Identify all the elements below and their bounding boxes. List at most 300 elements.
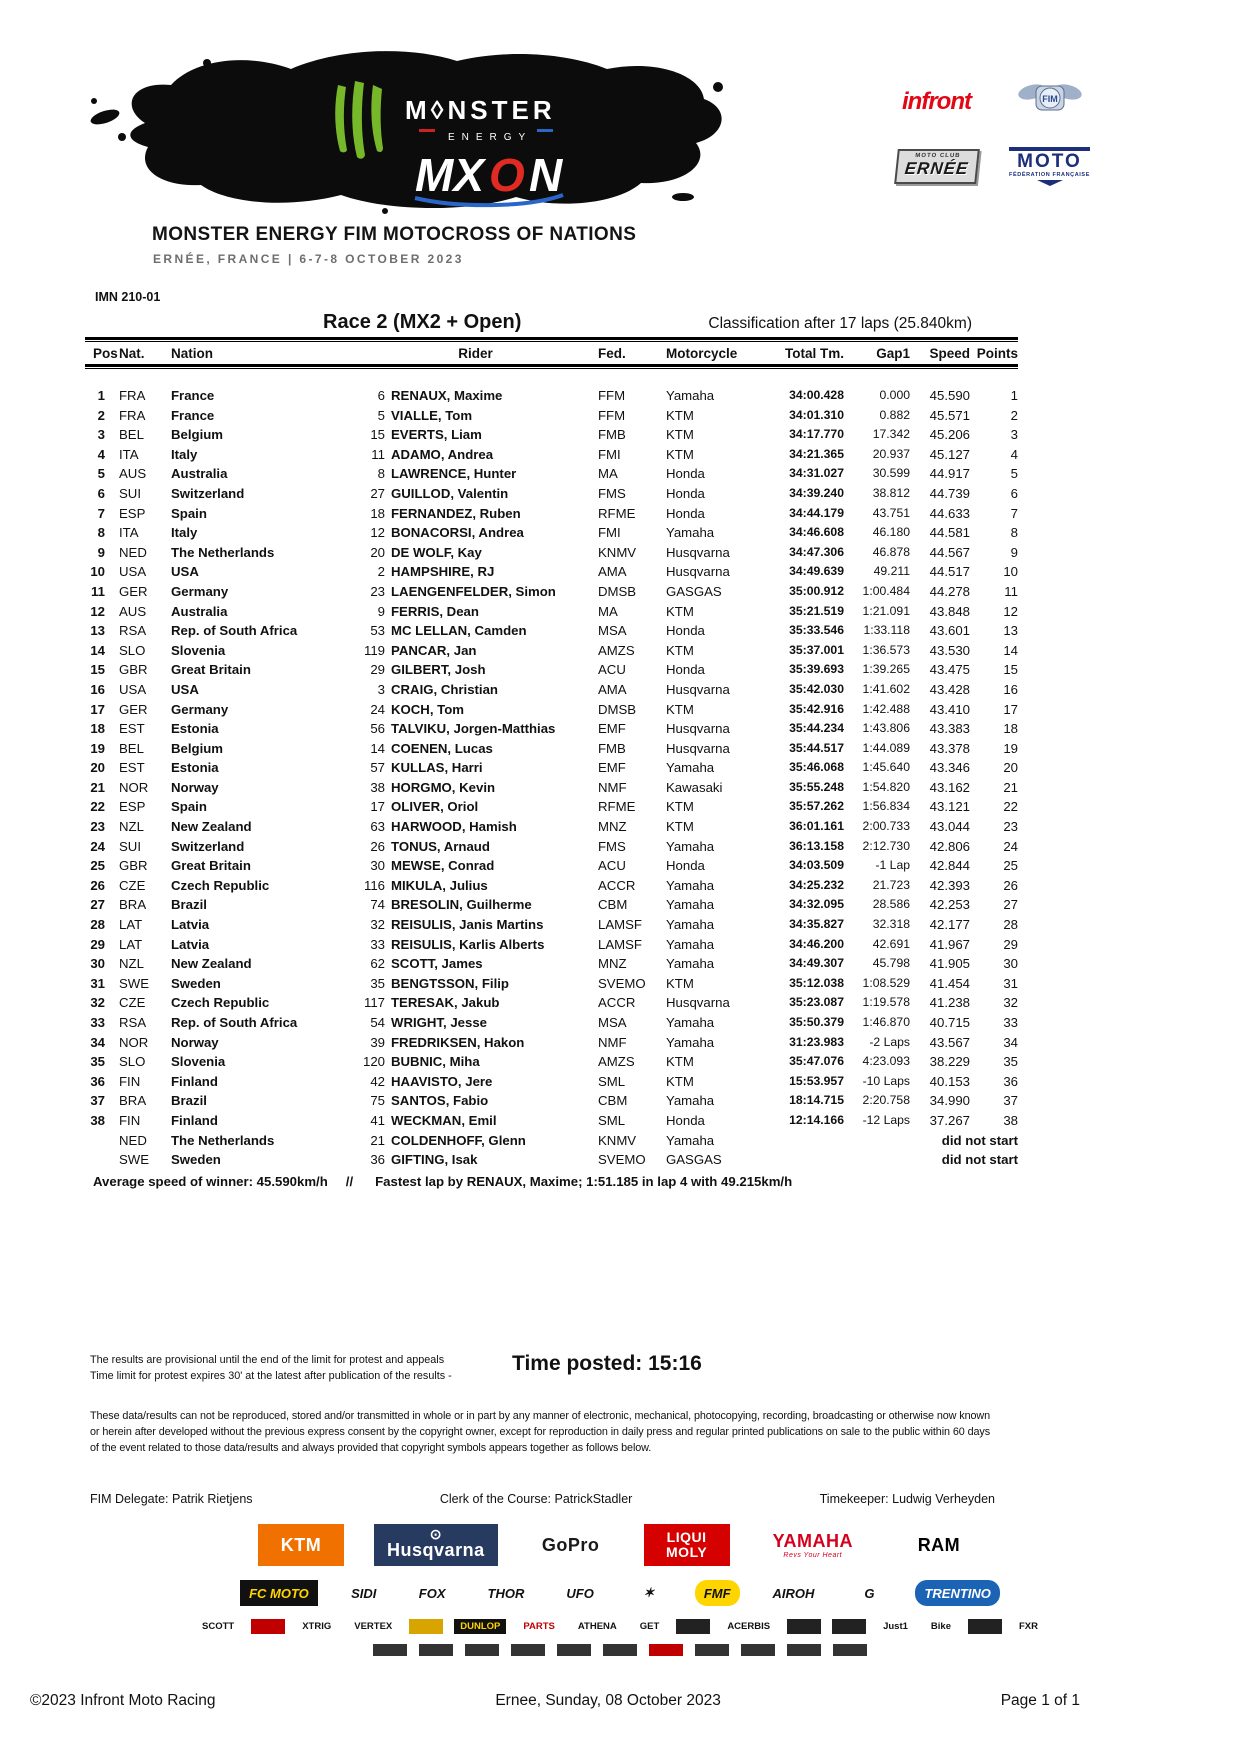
table-row	[85, 445, 1018, 465]
cell-points: 12	[1003, 603, 1018, 619]
cell-nat: FRA	[119, 407, 146, 423]
partner-logos	[893, 78, 1093, 186]
sponsor-logo	[240, 1580, 318, 1606]
cell-rider-name: MC LELLAN, Camden	[391, 623, 527, 639]
cell-nat: EST	[119, 721, 145, 737]
cell-fed: FMI	[598, 446, 621, 462]
sponsor-label: FMF	[703, 1585, 731, 1601]
cell-nation: Switzerland	[171, 838, 245, 854]
cell-fed: DMSB	[598, 701, 637, 717]
cell-speed: 40.715	[929, 1015, 970, 1030]
cell-speed: 43.601	[929, 623, 970, 639]
cell-rider-number: 117	[363, 995, 385, 1011]
cell-rider-number: 32	[370, 917, 385, 933]
cell-nat: BRA	[119, 897, 147, 913]
cell-total-time: 34:39.240	[789, 485, 844, 500]
cell-points: 24	[1003, 838, 1018, 854]
cell-rider-name: FERRIS, Dean	[391, 603, 479, 619]
table-row	[85, 425, 1018, 445]
col-speed: Speed	[929, 346, 970, 361]
cell-gap: 1:43.806	[862, 721, 910, 736]
cell-total-time: 35:37.001	[789, 642, 844, 657]
page-footer	[30, 1692, 1080, 1710]
table-row	[85, 817, 1018, 837]
cell-rider-name: HARWOOD, Hamish	[391, 819, 517, 835]
table-row	[85, 464, 1018, 484]
cell-pos: 32	[90, 995, 105, 1011]
sponsor-logo	[634, 1619, 666, 1634]
cell-points: 37	[1003, 1093, 1018, 1109]
cell-nat: AUS	[119, 603, 147, 619]
cell-gap: 21.723	[872, 877, 910, 892]
cell-rider-name: VIALLE, Tom	[391, 407, 473, 423]
cell-gap: 42.691	[872, 936, 910, 951]
cell-fed: FMS	[598, 485, 626, 501]
cell-gap	[844, 1131, 910, 1151]
cell-nation: Switzerland	[171, 485, 245, 501]
sponsor-logo	[1013, 1619, 1044, 1634]
cell-total-time: 35:00.912	[789, 583, 844, 598]
sponsor-logo	[454, 1619, 506, 1634]
cell-fed: SML	[598, 1112, 626, 1128]
cell-speed: 43.428	[929, 681, 970, 697]
table-row	[85, 915, 1018, 935]
cell-fed: EMF	[598, 760, 626, 776]
legal-text: These data/results can not be reproduced, stored and/or transmitted in whole or in part by any manner of electronic, mechanical, photocopying, recording, broadcasting or otherwise now known or herein after developed without the previous express consent by the copyright owner, except for reproduction in daily press and regular printed publications on sale to the public within 60 days of the event related to those data/results and always provided that copyright symbols appears together as follows below.	[90, 1410, 990, 1455]
cell-fed: FFM	[598, 388, 626, 403]
cell-status: did not start	[941, 1132, 1018, 1148]
cell-gap: 2:12.730	[862, 838, 910, 853]
cell-speed: 43.378	[929, 740, 970, 756]
table-row	[85, 523, 1018, 543]
cell-fed: LAMSF	[598, 936, 642, 952]
cell-fed: CBM	[598, 897, 628, 913]
cell-gap: 1:54.820	[862, 779, 910, 794]
clerk-of-course: Clerk of the Course: PatrickStadler	[439, 1492, 633, 1506]
cell-nat: NED	[119, 1132, 147, 1148]
cell-speed: 37.267	[929, 1112, 970, 1128]
sponsor-logo	[373, 1644, 407, 1656]
fim-delegate: FIM Delegate: Patrik Rietjens	[90, 1492, 253, 1506]
cell-speed: 34.990	[929, 1093, 970, 1109]
sponsor-logo	[764, 1580, 824, 1606]
cell-gap: 1:36.573	[862, 642, 910, 657]
mxon-o: O	[489, 149, 525, 201]
cell-speed: 41.967	[929, 936, 970, 952]
cell-total-time: 35:57.262	[789, 799, 844, 814]
cell-nation: Great Britain	[171, 662, 251, 678]
cell-nat: GER	[119, 583, 148, 599]
infront-logo: infront	[902, 87, 971, 115]
cell-total-time: 31:23.983	[789, 1034, 844, 1049]
page-number: Page 1 of 1	[1000, 1692, 1080, 1709]
cell-total-time: 35:44.517	[789, 740, 844, 755]
cell-rider-name: COLDENHOFF, Glenn	[391, 1132, 526, 1148]
cell-pos: 33	[90, 1015, 105, 1030]
cell-points: 33	[1003, 1015, 1018, 1030]
cell-speed: 43.346	[929, 760, 970, 776]
cell-gap: 1:41.602	[862, 681, 910, 696]
cell-gap: 4:23.093	[862, 1054, 910, 1069]
cell-rider-name: WRIGHT, Jesse	[391, 1015, 488, 1030]
cell-rider-name: FREDRIKSEN, Hakon	[391, 1034, 525, 1050]
table-row	[85, 1052, 1018, 1072]
cell-nation: France	[171, 407, 215, 423]
cell-rider-number: 53	[370, 623, 385, 639]
cell-total-time: 35:50.379	[789, 1015, 844, 1029]
sponsor-logo	[649, 1644, 683, 1656]
cell-rider-number: 21	[370, 1132, 385, 1148]
cell-rider-name: RENAUX, Maxime	[391, 388, 503, 403]
sponsor-logo	[627, 1580, 671, 1606]
sponsor-row-3	[0, 1619, 1240, 1634]
sponsor-label: RAM	[917, 1534, 961, 1555]
cell-points: 13	[1003, 623, 1018, 639]
cell-motorcycle: Honda	[666, 662, 705, 678]
cell-gap: 2:20.758	[862, 1093, 910, 1108]
cell-fed: KNMV	[598, 1132, 637, 1148]
cell-points: 25	[1003, 858, 1018, 874]
cell-pos	[85, 1131, 105, 1151]
cell-nat: BEL	[119, 740, 144, 756]
cell-nat: GBR	[119, 662, 148, 678]
cell-nat: GBR	[119, 858, 148, 874]
cell-fed: NMF	[598, 1034, 627, 1050]
cell-fed: MSA	[598, 1015, 627, 1030]
cell-speed: 45.206	[929, 427, 970, 443]
cell-rider-name: PANCAR, Jan	[391, 642, 477, 658]
cell-rider-name: BENGTSSON, Filip	[391, 975, 509, 991]
sponsor-logo	[528, 1524, 614, 1566]
cell-nat: NOR	[119, 779, 149, 795]
cell-motorcycle: Yamaha	[666, 877, 715, 893]
cell-pos: 21	[90, 779, 105, 795]
cell-pos: 15	[90, 662, 105, 678]
cell-pos: 20	[90, 760, 105, 776]
table-row	[85, 406, 1018, 426]
table-row	[85, 700, 1018, 720]
cell-rider-number: 12	[370, 525, 385, 541]
table-row	[85, 484, 1018, 504]
sponsor-logo	[968, 1619, 1002, 1634]
time-posted: Time posted: 15:16	[512, 1352, 702, 1375]
cell-fed: ACCR	[598, 995, 636, 1011]
summary-separator: //	[345, 1173, 354, 1189]
cell-motorcycle: Husqvarna	[666, 995, 730, 1011]
cell-gap: -1 Lap	[875, 858, 910, 873]
fim-logo	[1018, 78, 1082, 125]
cell-rider-number: 11	[371, 446, 385, 462]
table-row	[85, 797, 1018, 817]
cell-nation: New Zealand	[171, 819, 252, 835]
sponsor-logo	[251, 1619, 285, 1634]
cell-pos: 10	[90, 564, 105, 580]
cell-total-time: 34:46.608	[789, 525, 844, 540]
cell-rider-name: TONUS, Arnaud	[391, 838, 490, 854]
cell-nat: RSA	[119, 1015, 147, 1030]
cell-points: 5	[1010, 466, 1018, 482]
cell-total-time: 34:25.232	[789, 877, 844, 892]
sponsor-logo	[258, 1524, 344, 1566]
table-row	[85, 582, 1018, 602]
sponsor-label: YAMAHA	[772, 1531, 853, 1551]
cell-pos: 28	[90, 917, 105, 933]
cell-points: 30	[1003, 956, 1018, 972]
sponsor-logo	[410, 1580, 455, 1606]
cell-gap: 1:33.118	[863, 623, 910, 638]
cell-points: 38	[1003, 1112, 1018, 1128]
cell-gap: 1:21.091	[862, 603, 910, 618]
col-points: Points	[976, 346, 1018, 361]
cell-gap: 30.599	[872, 466, 910, 481]
cell-nation: The Netherlands	[171, 544, 275, 560]
cell-gap: 1:46.870	[862, 1015, 910, 1029]
cell-points: 23	[1003, 819, 1018, 835]
sponsor-label: DUNLOP	[460, 1621, 501, 1632]
cell-nat: SUI	[119, 838, 141, 854]
monster-wordmark: M◊NSTER	[405, 95, 556, 125]
cell-total-time: 35:42.030	[789, 681, 844, 696]
table-row	[85, 562, 1018, 582]
cell-fed: MNZ	[598, 956, 627, 972]
cell-rider-number: 24	[370, 701, 385, 717]
cell-total-time: 15:53.957	[789, 1073, 844, 1088]
cell-motorcycle: Yamaha	[666, 760, 715, 776]
cell-gap: 1:08.529	[862, 975, 910, 990]
cell-nation: Great Britain	[171, 858, 251, 874]
sponsor-logo	[419, 1644, 453, 1656]
cell-total-time	[758, 1131, 844, 1151]
cell-motorcycle: KTM	[666, 446, 694, 462]
sponsor-label: Bike	[930, 1621, 951, 1632]
cell-rider-number: 3	[377, 681, 385, 697]
cell-speed: 43.475	[929, 662, 970, 678]
sponsor-label: AIROH	[772, 1585, 815, 1601]
copyright: ©2023 Infront Moto Racing	[30, 1692, 216, 1709]
cell-pos: 8	[97, 525, 105, 541]
cell-rider-name: FERNANDEZ, Ruben	[391, 505, 521, 521]
cell-points: 4	[1010, 446, 1018, 462]
cell-points: 27	[1003, 897, 1018, 913]
cell-speed: 43.162	[929, 779, 970, 795]
cell-fed: KNMV	[598, 544, 637, 560]
cell-motorcycle: GASGAS	[666, 583, 722, 599]
sponsor-logo	[603, 1644, 637, 1656]
cell-fed: ACU	[598, 662, 626, 678]
sponsor-label: G	[864, 1585, 875, 1601]
cell-nat: SUI	[119, 485, 141, 501]
cell-gap: 45.798	[872, 956, 910, 971]
cell-motorcycle: KTM	[666, 1073, 694, 1089]
cell-rider-number: 30	[370, 858, 385, 874]
cell-nat: USA	[119, 564, 147, 580]
cell-gap: 20.937	[872, 446, 910, 461]
cell-motorcycle: Yamaha	[666, 936, 715, 952]
cell-pos: 16	[90, 681, 105, 697]
cell-total-time: 34:00.428	[789, 388, 844, 402]
cell-total-time: 34:01.310	[789, 407, 844, 422]
cell-rider-number: 2	[377, 564, 385, 580]
cell-speed: 42.177	[929, 917, 970, 933]
cell-rider-number: 35	[370, 975, 385, 991]
sponsor-logo	[644, 1524, 730, 1566]
provisional-line-2: Time limit for protest expires 30' at the latest after publication of the results -	[90, 1370, 452, 1383]
cell-points: 22	[1003, 799, 1018, 815]
cell-rider-name: SCOTT, James	[391, 956, 483, 972]
sponsor-logo	[296, 1619, 337, 1634]
mxon-splash-logo	[85, 45, 735, 217]
cell-nation: Australia	[171, 466, 228, 482]
table-row	[85, 1131, 1018, 1151]
cell-gap: 1:44.089	[862, 740, 910, 755]
cell-motorcycle: Honda	[666, 1112, 705, 1128]
table-row	[85, 1111, 1018, 1131]
cell-rider-name: REISULIS, Karlis Alberts	[391, 936, 545, 952]
cell-pos: 6	[97, 485, 105, 501]
cell-motorcycle: Husqvarna	[666, 544, 730, 560]
sponsor-logo	[465, 1644, 499, 1656]
sponsor-row-1	[0, 1524, 1240, 1566]
cell-pos: 37	[90, 1093, 105, 1109]
cell-total-time: 35:33.546	[789, 623, 844, 638]
event-title: MONSTER ENERGY FIM MOTOCROSS OF NATIONS	[152, 224, 637, 245]
avg-speed: Average speed of winner: 45.590km/h	[93, 1173, 328, 1189]
cell-fed: FMB	[598, 427, 626, 443]
table-row	[85, 974, 1018, 994]
cell-gap: 0.000	[879, 388, 910, 402]
cell-nat: SLO	[119, 1054, 146, 1070]
cell-points: 8	[1010, 525, 1018, 541]
cell-nat: ESP	[119, 799, 146, 815]
cell-nation: The Netherlands	[171, 1132, 275, 1148]
race-title: Race 2 (MX2 + Open)	[323, 311, 522, 333]
table-row	[85, 993, 1018, 1013]
cell-pos: 18	[90, 721, 105, 737]
cell-nation: Belgium	[171, 740, 224, 756]
col-pos: Pos	[93, 346, 118, 361]
cell-motorcycle: Honda	[666, 466, 705, 482]
cell-rider-number: 26	[370, 838, 385, 854]
sponsor-label: ACERBIS	[727, 1621, 771, 1632]
table-row	[85, 778, 1018, 798]
cell-fed: MSA	[598, 623, 627, 639]
cell-nation: Latvia	[171, 917, 210, 933]
cell-nation: Estonia	[171, 760, 219, 776]
col-fed: Fed.	[598, 346, 626, 361]
cell-rider-name: ADAMO, Andrea	[391, 446, 494, 462]
table-row	[85, 837, 1018, 857]
cell-pos: 38	[90, 1112, 105, 1128]
table-row	[85, 758, 1018, 778]
table-row	[85, 621, 1018, 641]
cell-speed: 43.567	[929, 1034, 970, 1050]
cell-fed: ACCR	[598, 877, 636, 893]
sponsor-label: GoPro	[541, 1534, 600, 1555]
cell-speed: 38.229	[929, 1054, 970, 1070]
cell-rider-name: KOCH, Tom	[391, 701, 465, 717]
timekeeper: Timekeeper: Ludwig Verheyden	[819, 1492, 995, 1506]
results-section	[85, 311, 1018, 1189]
cell-gap: 49.211	[873, 564, 910, 579]
cell-gap: 1:42.488	[862, 701, 910, 716]
cell-total-time: 34:17.770	[789, 427, 844, 442]
cell-total-time: 35:12.038	[789, 975, 844, 990]
cell-nat: ESP	[119, 505, 146, 521]
cell-nat: ITA	[119, 525, 139, 541]
cell-gap: 1:19.578	[862, 995, 910, 1010]
table-row	[85, 660, 1018, 680]
sponsor-row-2	[0, 1580, 1240, 1606]
cell-rider-number: 9	[377, 603, 385, 619]
cell-fed: LAMSF	[598, 917, 642, 933]
cell-pos: 2	[97, 407, 105, 423]
cell-total-time: 34:31.027	[789, 466, 844, 481]
cell-nat: GER	[119, 701, 148, 717]
provisional-line-1: The results are provisional until the end of the limit for protest and appeals	[90, 1354, 445, 1366]
cell-motorcycle: Husqvarna	[666, 681, 730, 697]
ink-splash-shape	[89, 51, 723, 214]
cell-nat: EST	[119, 760, 145, 776]
cell-total-time: 35:23.087	[789, 995, 844, 1010]
cell-pos: 23	[90, 819, 105, 835]
cell-points: 17	[1003, 701, 1018, 717]
sponsor-label: FC MOTO	[249, 1585, 309, 1601]
sponsor-logo	[877, 1619, 914, 1634]
cell-pos: 24	[90, 838, 105, 854]
cell-rider-number: 57	[370, 760, 385, 776]
cell-rider-number: 18	[370, 505, 385, 521]
cell-speed: 44.278	[929, 583, 970, 599]
cell-motorcycle: KTM	[666, 819, 694, 835]
cell-rider-name: BONACORSI, Andrea	[391, 525, 524, 541]
cell-nat: FIN	[119, 1073, 141, 1089]
cell-motorcycle: Yamaha	[666, 838, 715, 854]
cell-nation: Germany	[171, 701, 229, 717]
cell-rider-number: 29	[370, 662, 385, 678]
cell-speed: 42.393	[929, 877, 970, 893]
cell-nation: Australia	[171, 603, 228, 619]
sponsor-logo	[832, 1619, 866, 1634]
cell-total-time: 18:14.715	[789, 1093, 844, 1108]
cell-nat: SWE	[119, 1152, 150, 1168]
cell-total-time: 34:35.827	[789, 917, 844, 932]
cell-nation: Germany	[171, 583, 229, 599]
rule-bottom	[85, 364, 1018, 369]
cell-gap: 1:45.640	[862, 760, 910, 775]
cell-fed: ACU	[598, 858, 626, 874]
cell-nation: Italy	[171, 446, 198, 462]
col-rider: Rider	[458, 346, 493, 361]
cell-pos: 35	[90, 1054, 105, 1070]
cell-points: 11	[1004, 583, 1018, 599]
location-date: Ernee, Sunday, 08 October 2023	[495, 1692, 721, 1709]
cell-total-time: 35:46.068	[789, 760, 844, 775]
sponsor-label: FXR	[1018, 1621, 1038, 1632]
sponsor-logo	[915, 1580, 999, 1606]
cell-rider-number: 54	[370, 1015, 385, 1030]
cell-nat: FRA	[119, 388, 146, 403]
cell-points: 36	[1003, 1073, 1018, 1089]
cell-rider-name: GIFTING, Isak	[391, 1152, 478, 1168]
cell-rider-name: LAWRENCE, Hunter	[391, 466, 517, 482]
cell-speed: 41.238	[929, 995, 970, 1011]
cell-motorcycle: Yamaha	[666, 956, 715, 972]
cell-pos	[85, 1150, 105, 1170]
cell-points: 3	[1010, 427, 1018, 443]
cell-nation: Czech Republic	[171, 877, 270, 893]
cell-nat: LAT	[119, 936, 143, 952]
cell-fed: AMZS	[598, 642, 635, 658]
